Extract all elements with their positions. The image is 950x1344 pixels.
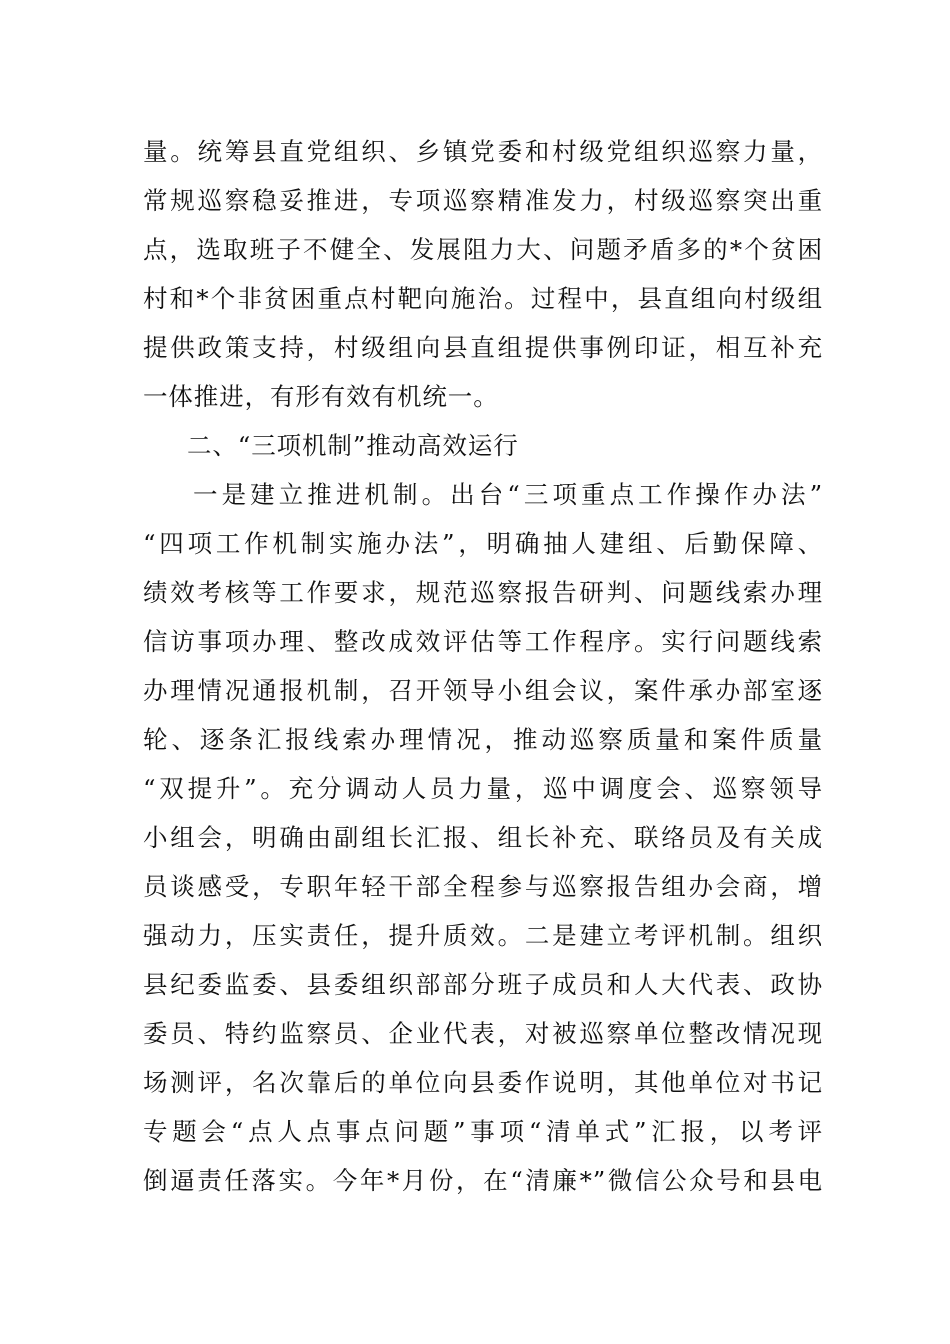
text-line-17: 强动力，压实责任，提升质效。二是建立考评机制。组织 bbox=[143, 921, 823, 950]
text-line-19: 委员、特约监察员、企业代表，对被巡察单位整改情况现 bbox=[143, 1019, 823, 1048]
text-line-3: 点，选取班子不健全、发展阻力大、问题矛盾多的*个贫困 bbox=[143, 235, 823, 264]
text-line-18: 县纪委监委、县委组织部部分班子成员和人大代表、政协 bbox=[143, 970, 823, 999]
text-line-12: 办理情况通报机制，召开领导小组会议，案件承办部室逐 bbox=[143, 676, 823, 705]
text-line-1: 量。统筹县直党组织、乡镇党委和村级党组织巡察力量， bbox=[143, 137, 823, 166]
text-line-10: 绩效考核等工作要求，规范巡察报告研判、问题线索办理 bbox=[143, 578, 823, 607]
text-line-13: 轮、逐条汇报线索办理情况，推动巡察质量和案件质量 bbox=[143, 725, 823, 754]
text-line-15: 小组会，明确由副组长汇报、组长补充、联络员及有关成 bbox=[143, 823, 823, 852]
text-line-20: 场测评，名次靠后的单位向县委作说明，其他单位对书记 bbox=[143, 1068, 823, 1097]
text-line-22: 倒逼责任落实。今年*月份，在“清廉*”微信公众号和县电 bbox=[143, 1166, 823, 1195]
text-line-4: 村和*个非贫困重点村靶向施治。过程中，县直组向村级组 bbox=[143, 284, 823, 313]
text-line-8: 一是建立推进机制。出台“三项重点工作操作办法” bbox=[193, 480, 823, 509]
section-heading: 二、“三项机制”推动高效运行 bbox=[187, 431, 519, 460]
text-line-21: 专题会“点人点事点问题”事项“清单式”汇报，以考评 bbox=[143, 1117, 823, 1146]
text-line-16: 员谈感受，专职年轻干部全程参与巡察报告组办会商，增 bbox=[143, 872, 823, 901]
text-line-6: 一体推进，有形有效有机统一。 bbox=[143, 382, 499, 411]
text-line-9: “四项工作机制实施办法”，明确抽人建组、后勤保障、 bbox=[143, 529, 823, 558]
text-line-11: 信访事项办理、整改成效评估等工作程序。实行问题线索 bbox=[143, 627, 823, 656]
text-line-2: 常规巡察稳妥推进，专项巡察精准发力，村级巡察突出重 bbox=[143, 186, 823, 215]
text-line-14: “双提升”。充分调动人员力量，巡中调度会、巡察领导 bbox=[143, 774, 823, 803]
text-line-5: 提供政策支持，村级组向县直组提供事例印证，相互补充 bbox=[143, 333, 823, 362]
